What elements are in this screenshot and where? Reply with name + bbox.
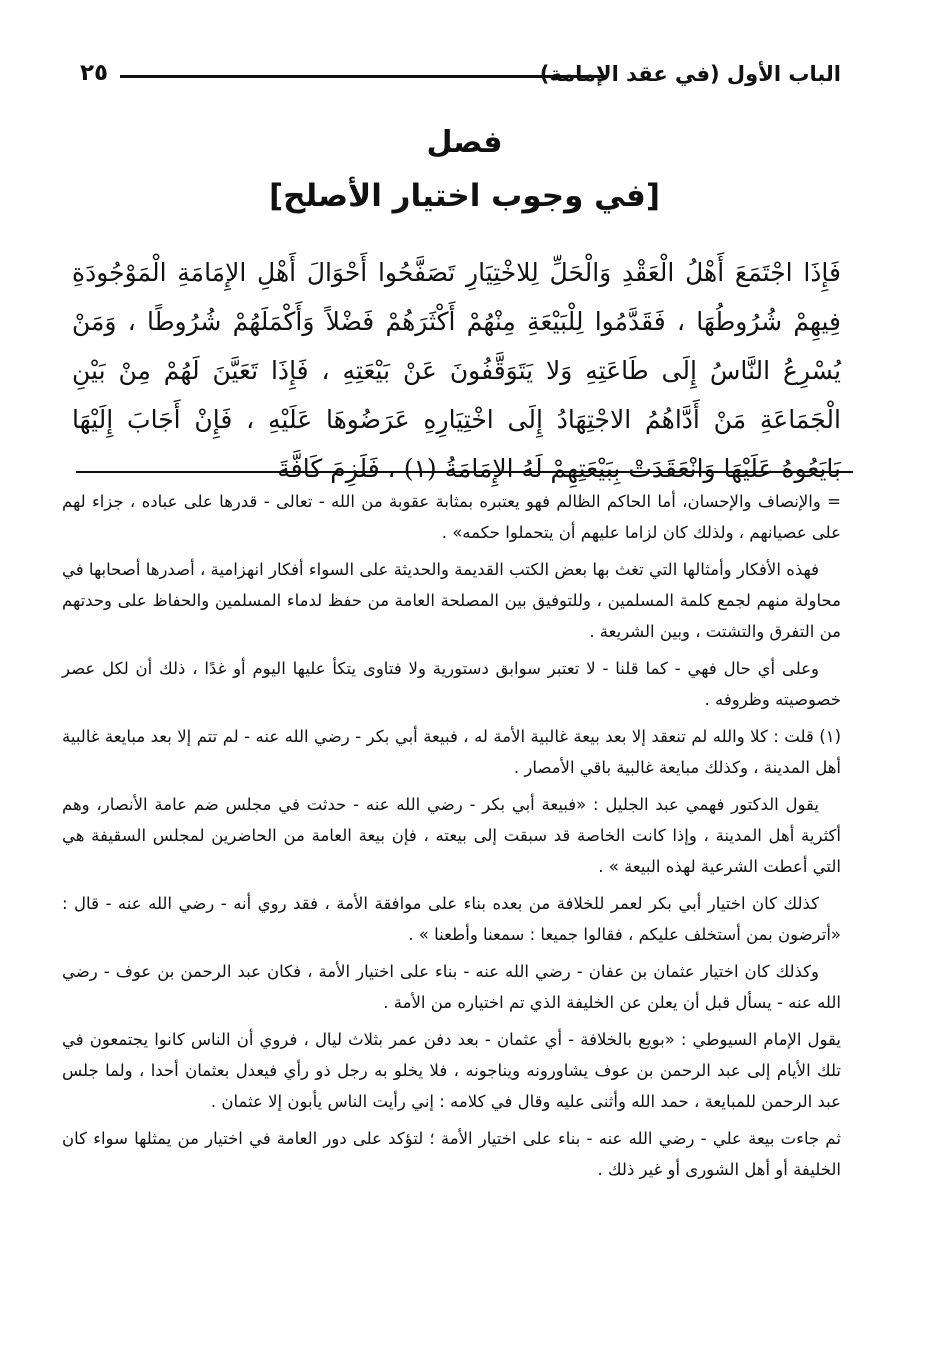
footnote-paragraph: = والإنصاف والإحسان، أما الحاكم الظالم فهو يعتبره بمثابة عقوبة من الله - تعالى - قدرها على عباده ، جزاء لهم على عصيانهم ، ولذلك كان لزاما عليهم أن يتحملوا حكمه» . (62, 492, 841, 542)
footnote-paragraph: وكذلك كان اختيار عثمان بن عفان - رضي الله عنه - بناء على اختيار الأمة ، فكان عبد الرحمن بن عوف - رضي الله عنه - يسأل قبل أن يعلن عن الخليفة الذي تم اختياره من الأمة . (62, 962, 841, 1012)
main-paragraph: فَإِذَا اجْتَمَعَ أَهْلُ الْعَقْدِ وَالْحَلِّ لِلاخْتِيَارِ تَصَفَّحُوا أَحْوَالَ أَهْلِ الإِمَامَةِ الْمَوْجُودَةِ فِيهِمْ شُرُوطُهَا ، فَقَدَّمُوا لِلْبَيْعَةِ مِنْهُمْ أَكْثَرَهُمْ فَضْلاً وَأَكْمَلَهُمْ شُرُوطًا ، وَمَنْ يُسْرِعُ النَّاسُ إِلَى طَاعَتِهِ وَلا يَتَوَقَّفُونَ عَنْ بَيْعَتِهِ ، فَإِذَا تَعَيَّنَ لَهُمْ مِنْ بَيْنِ الْجَمَاعَةِ مَنْ أَدَّاهُمُ الاجْتِهَادُ إِلَى اخْتِيَارِهِ عَرَضُوهَا عَلَيْهِ ، فَإِنْ أَجَابَ إِلَيْهَا بَايَعُوهُ عَلَيْهَا وَانْعَقَدَتْ بِبَيْعَتِهِمْ لَهُ الإِمَامَةُ (١) ، فَلَزِمَ كَافَّةَ (72, 258, 841, 483)
footnote-paragraph: ثم جاءت بيعة علي - رضي الله عنه - بناء على اختيار الأمة ؛ لتؤكد على دور العامة في اختيار من يمثلها سواء كان الخليفة أو أهل الشورى أو غير ذلك . (62, 1129, 841, 1179)
footnote-paragraph: يقول الدكتور فهمي عبد الجليل : «فبيعة أبي بكر - رضي الله عنه - حدثت في مجلس ضم عامة الأنصار، وهم أكثرية أهل المدينة ، وإذا كانت الخاصة قد سبقت إلى بيعته ، فإن بيعة العامة من الحاضرين لمجلس السقيفة هي التي أعطت الشرعية لهذه البيعة » . (62, 795, 841, 876)
page-number: ٢٥ (80, 60, 109, 86)
footnote-paragraph: وعلى أي حال فهي - كما قلنا - لا تعتبر سوابق دستورية ولا فتاوى يتكأ عليها اليوم أو غدًا ، ذلك أن لكل عصر خصوصيته وظروفه . (62, 659, 841, 709)
footnote-paragraph: يقول الإمام السيوطي : «بويع بالخلافة - أي عثمان - بعد دفن عمر بثلاث ليال ، فروي أن الناس كانوا يجتمعون في تلك الأيام إلى عبد الرحمن بن عوف يشاورونه ويناجونه ، فلا يخلو به رجل ذو رأي فيعدل بعثمان أحدا ، ولما جلس عبد الرحمن للمبايعة ، حمد الله وأثنى عليه وقال في كلامه : إني رأيت الناس يأبون إلا عثمان . (62, 1030, 841, 1111)
section-title: فصل (426, 125, 503, 160)
footnote-separator (76, 471, 853, 473)
footnotes (62, 486, 841, 1191)
footnote-paragraph: كذلك كان اختيار أبي بكر لعمر للخلافة من بعده بناء على موافقة الأمة ، فقد روي أنه - رضي الله عنه - قال : «أترضون بمن أستخلف عليكم ، فقالوا جميعا : سمعنا وأطعنا » . (62, 894, 841, 944)
main-text (72, 248, 841, 493)
section-subtitle: [في وجوب اختيار الأصلح] (269, 178, 660, 214)
header-rule (120, 75, 606, 78)
running-header (80, 60, 841, 94)
footnote-paragraph: فهذه الأفكار وأمثالها التي تغث بها بعض الكتب القديمة والحديثة على السواء أفكار انهزامية ، أصدرها أصحابها في محاولة منهم لجمع كلمة المسلمين ، وللتوفيق بين المصلحة العامة من حفظ لدماء المسلمين والحفاظ على وحدتهم من التفرق والتشتت ، وبين الشريعة . (62, 560, 841, 641)
running-title: الباب الأول (في عقد الإمامة) (539, 62, 841, 86)
footnote-1: (١) قلت : كلا والله لم تنعقد إلا بعد بيعة غالبية الأمة له ، فبيعة أبي بكر - رضي الله عنه - لم تتم إلا بعد مبايعة غالبية أهل المدينة ، وكذلك مبايعة غالبية باقي الأمصار . (62, 727, 841, 777)
